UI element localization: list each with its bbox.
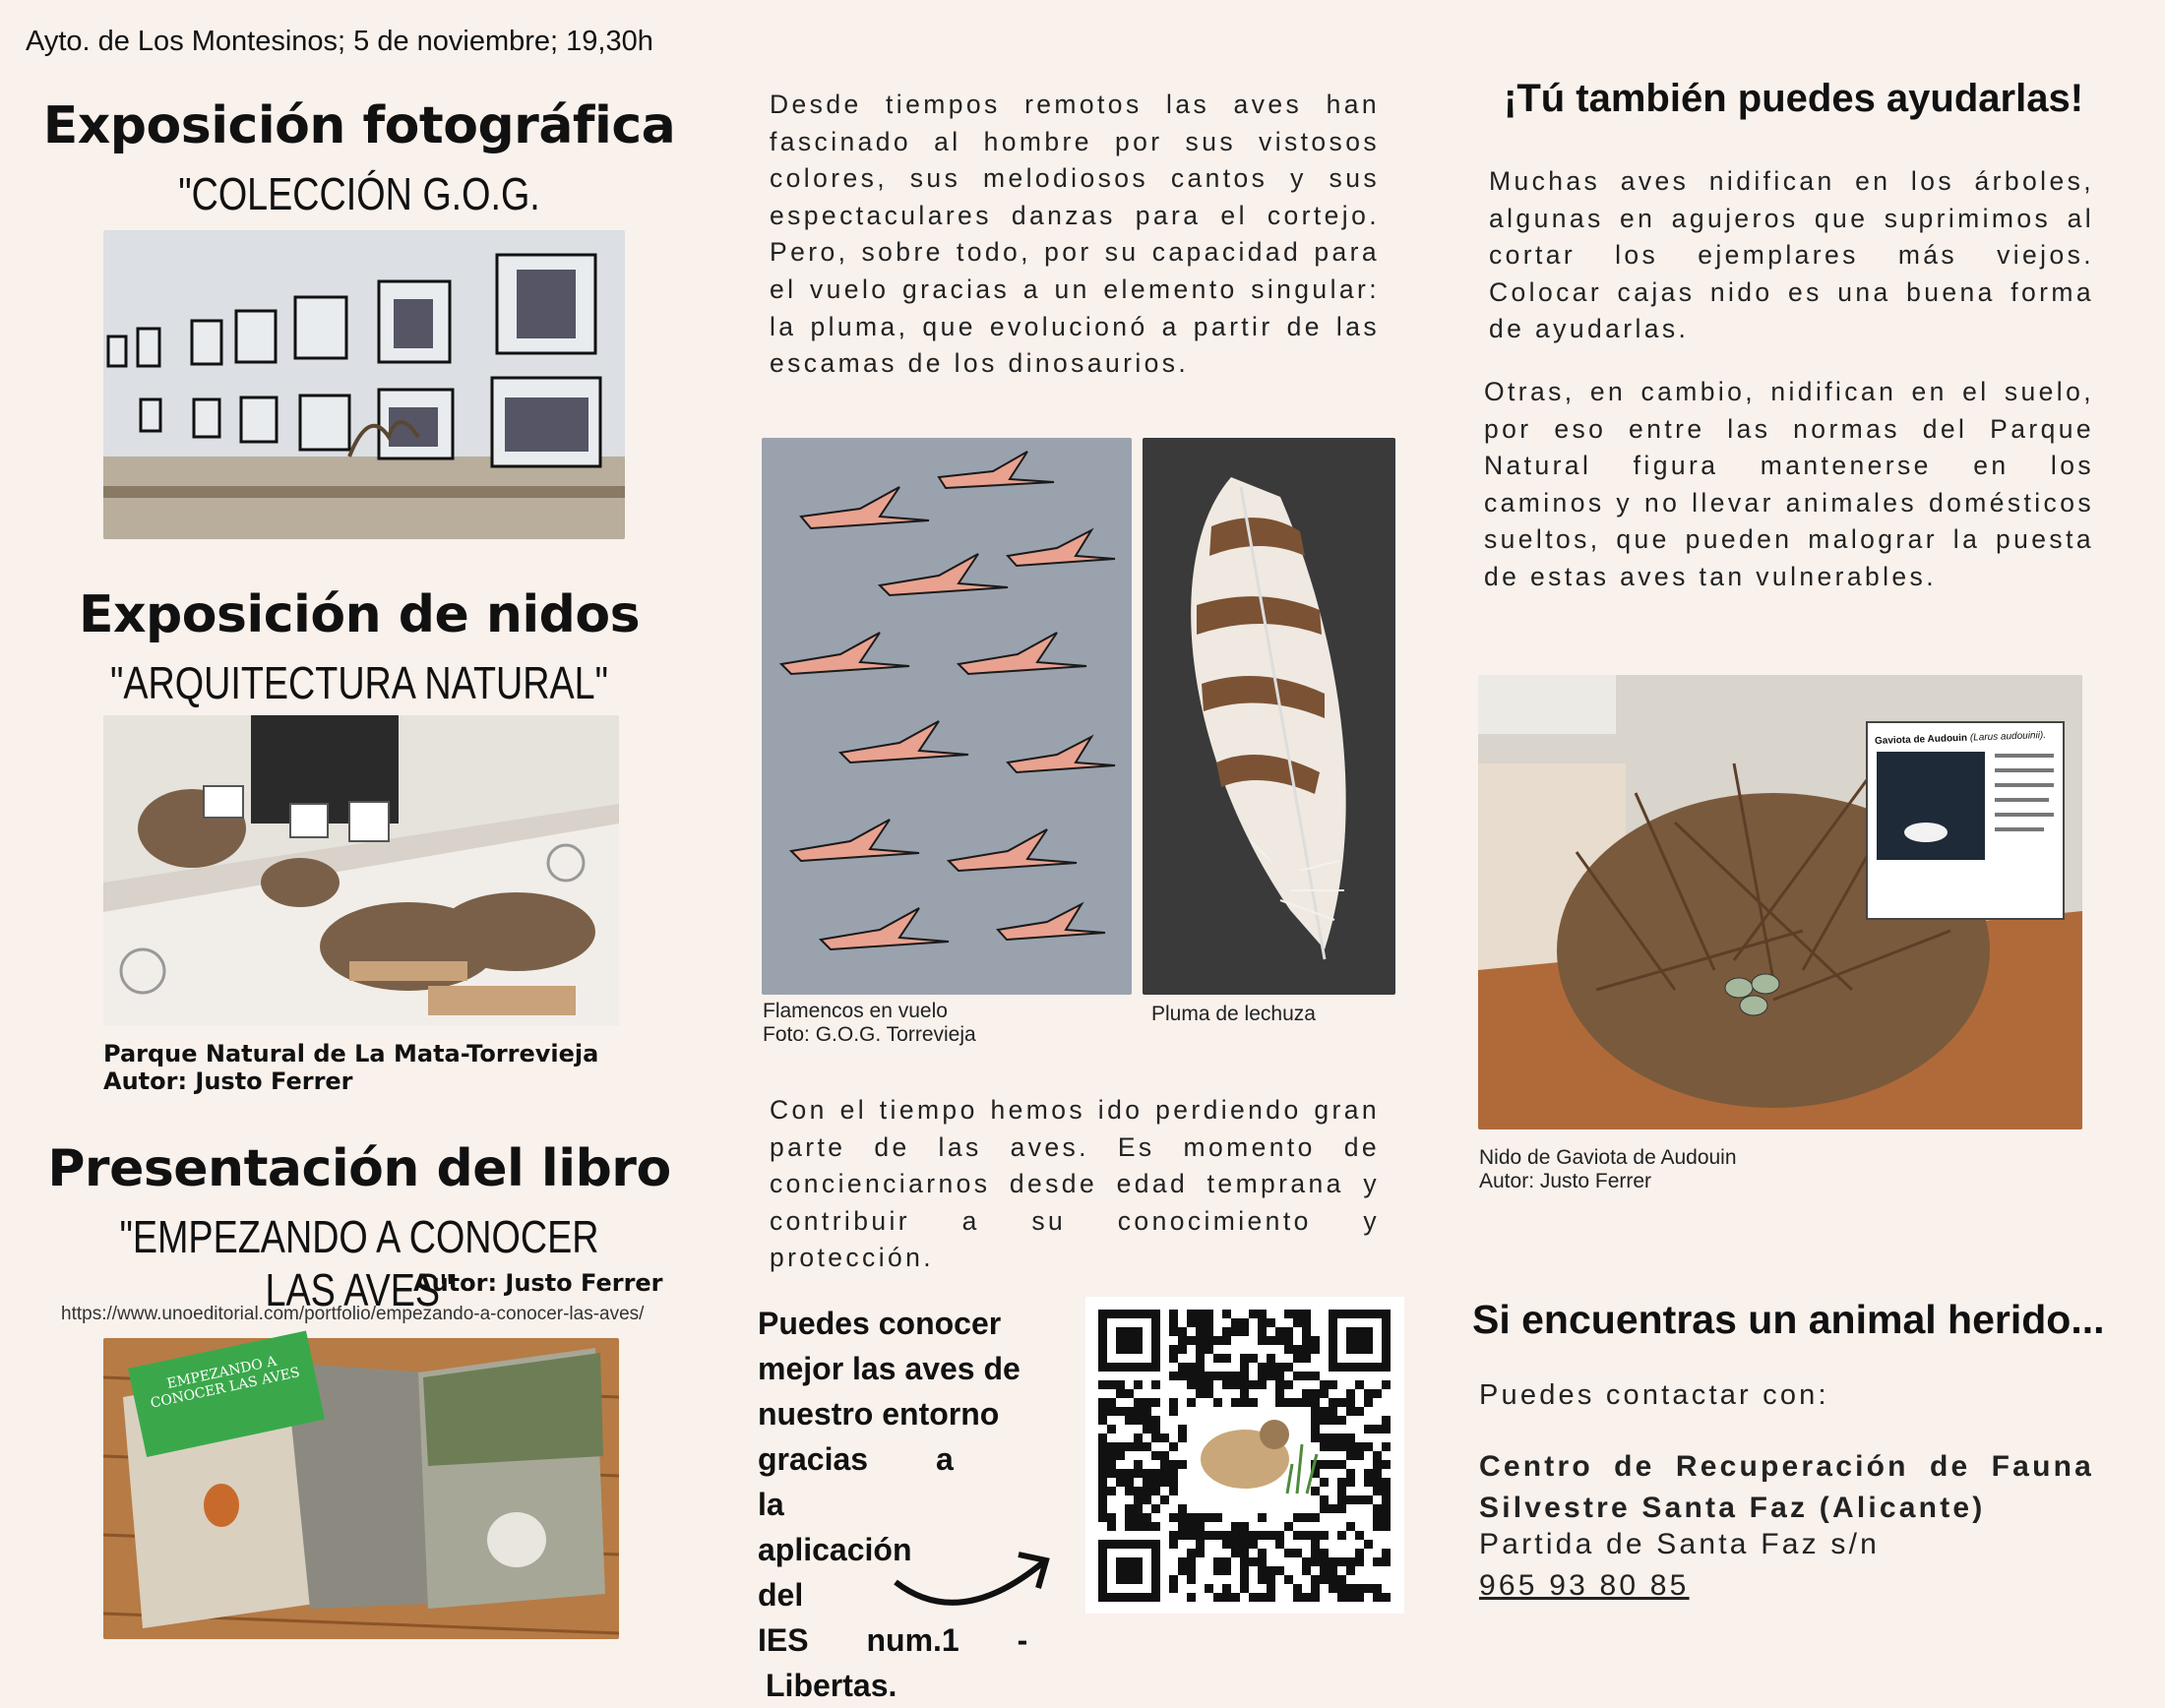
book-url-link[interactable]: https://www.unoeditorial.com/portfolio/empezando-a-conocer-las-aves/	[61, 1304, 645, 1324]
injured-animal-title: Si encuentras un animal herido...	[1472, 1297, 2105, 1342]
feather-caption: Pluma de lechuza	[1151, 1003, 1316, 1025]
nest-card-title: Gaviota de Audouin	[1874, 732, 1968, 748]
tree-nesting-paragraph: Muchas aves nidifican en los árboles, algunas en agujeros que suprimimos al cortar los ejemplares más viejos. Colocar cajas nido es una buena forma de ayudarlas.	[1489, 166, 2094, 344]
app-promo-line: IES num.1 -	[758, 1622, 1028, 1658]
book-cover-title: EMPEZANDO A CONOCER LAS AVES	[128, 1331, 325, 1457]
section-subtitle-book-presentation: "EMPEZANDO A CONOCER LAS AVES"	[119, 1211, 599, 1315]
phone-link[interactable]: 965 93 80 85	[1479, 1569, 1690, 1602]
section-title-book-presentation: Presentación del libro	[47, 1139, 671, 1198]
qr-code[interactable]	[1085, 1297, 1404, 1614]
gull-nest-author: Autor: Justo Ferrer	[1479, 1170, 1652, 1192]
recovery-center-address: Partida de Santa Faz s/n	[1479, 1528, 1880, 1560]
app-promo-line: aplicación del	[758, 1532, 912, 1613]
flamingos-photo	[762, 438, 1132, 995]
nest-exhibition-image	[103, 715, 619, 1026]
app-promo-line: gracias a la	[758, 1441, 954, 1522]
help-title: ¡Tú también puedes ayudarlas!	[1504, 77, 2084, 120]
section-subtitle-photo-exhibition: "COLECCIÓN G.O.G.	[178, 168, 540, 219]
flamingo-caption: Flamencos en vuelo	[763, 1000, 948, 1022]
recovery-center-name	[1479, 1446, 2094, 1529]
recovery-center-line: Centro de Recuperación de Fauna	[1479, 1450, 2094, 1483]
gull-nest-caption: Nido de Gaviota de Audouin	[1479, 1146, 1737, 1169]
owl-feather-photo	[1143, 438, 1395, 995]
curved-arrow-icon	[891, 1543, 1058, 1614]
book-author: Autor: Justo Ferrer	[413, 1269, 663, 1297]
nest-caption-author: Autor: Justo Ferrer	[103, 1068, 353, 1095]
app-promo-text	[758, 1301, 1031, 1708]
section-title-photo-exhibition: Exposición fotográfica	[42, 96, 676, 155]
section-subtitle-nest-exhibition: "ARQUITECTURA NATURAL"	[109, 657, 609, 708]
ground-nesting-paragraph: Otras, en cambio, nidifican en el suelo, por eso entre las normas del Parque Natural figura mantenerse en los caminos y no llevar animales domésticos sueltos, que pueden malograr la puesta de estas aves tan vulnerables.	[1484, 377, 2094, 591]
section-title-nest-exhibition: Exposición de nidos	[78, 585, 641, 644]
contact-intro: Puedes contactar con:	[1479, 1379, 1829, 1411]
nest-caption-location: Parque Natural de La Mata-Torrevieja	[103, 1040, 599, 1068]
intro-paragraph: Desde tiempos remotos las aves han fascinado al hombre por sus vistosos colores, sus melodiosos cantos y sus espectaculares danzas para el cortejo. Pero, sobre todo, por su capacidad para el vuelo gracias a un elemento singular: la pluma, que evolucionó a partir de las escamas de los dinosaurios.	[770, 90, 1380, 379]
recovery-center-line: Silvestre Santa Faz (Alicante)	[1479, 1492, 1986, 1524]
photo-exhibition-image	[103, 230, 625, 539]
gull-nest-photo	[1478, 675, 2082, 1129]
event-info: Ayto. de Los Montesinos; 5 de noviembre; 19,30h	[26, 26, 653, 57]
app-promo-line: Libertas.	[766, 1668, 897, 1703]
app-promo-line: nuestro entorno	[758, 1396, 1000, 1432]
app-promo-line: mejor las aves de	[758, 1351, 1021, 1386]
app-promo-line: Puedes conocer	[758, 1306, 1002, 1341]
conservation-paragraph: Con el tiempo hemos ido perdiendo gran parte de las aves. Es momento de concienciarnos desde edad temprana y contribuir a su conocimiento y protección.	[770, 1095, 1380, 1273]
flamingo-photo-credit: Foto: G.O.G. Torrevieja	[763, 1023, 976, 1046]
nest-card-latin: (Larus audouinii).	[1969, 729, 2047, 744]
